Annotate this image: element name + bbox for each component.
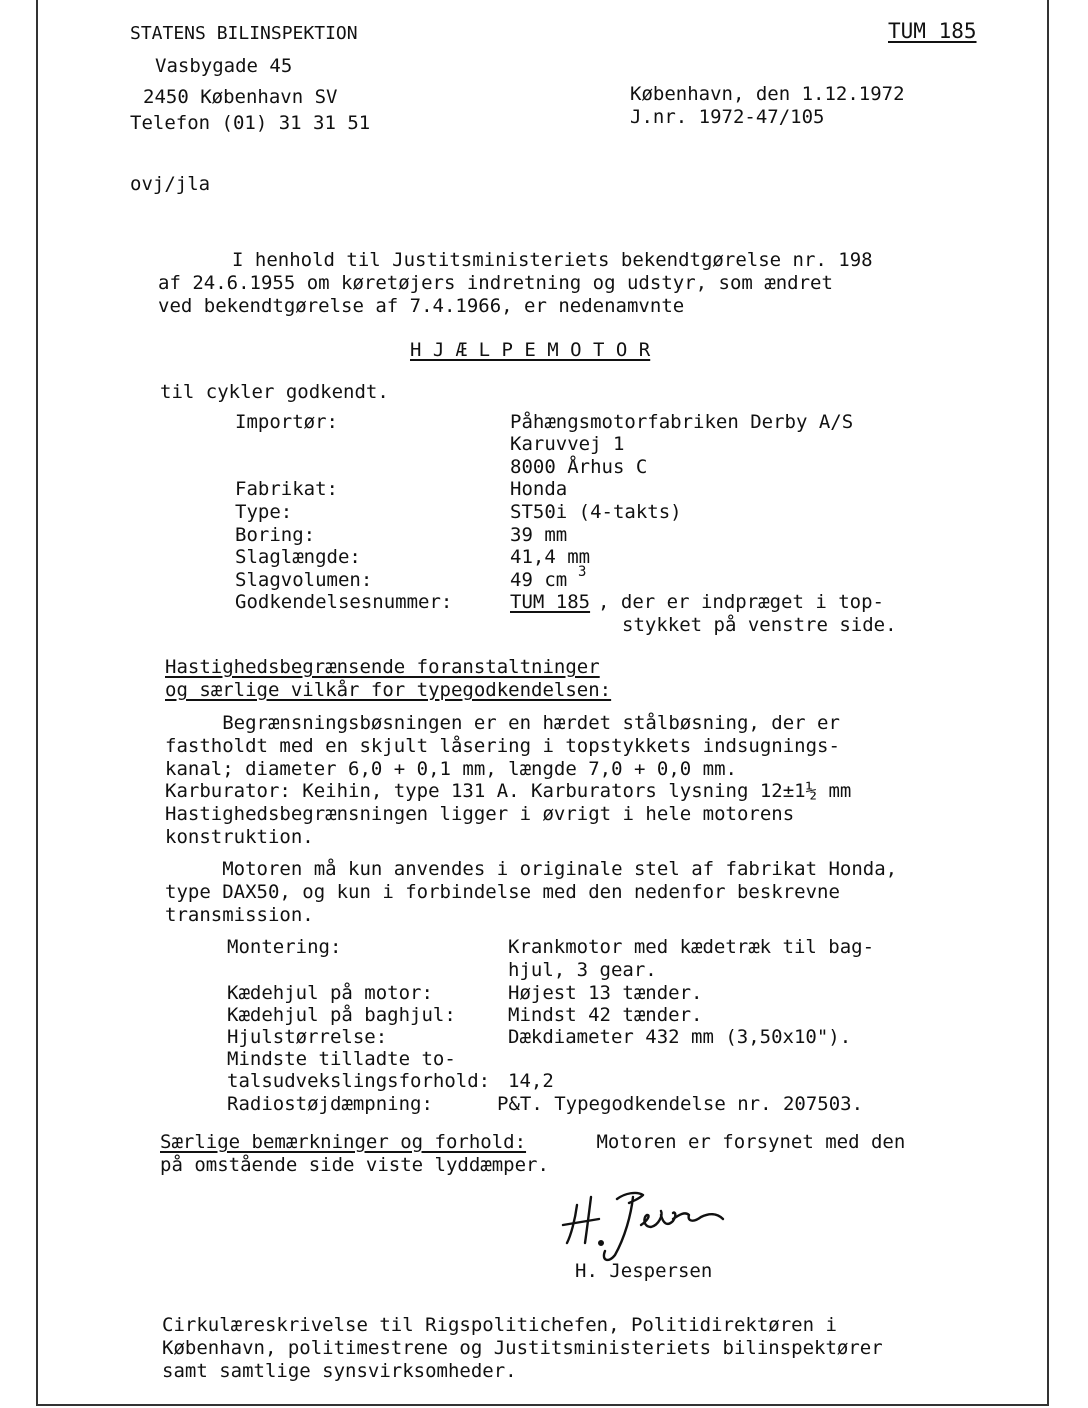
spec-value: 8000 Århus C bbox=[510, 456, 648, 478]
paragraph-line: Karburator: Keihin, type 131 A. Karburators lysning 12±1½ mm bbox=[165, 780, 852, 802]
footer-line: samt samtlige synsvirksomheder. bbox=[162, 1360, 517, 1382]
trans-value: 14,2 bbox=[508, 1070, 554, 1092]
paragraph-line: type DAX50, og kun i forbindelse med den nedenfor beskrevne bbox=[165, 881, 840, 903]
reference-code: TUM 185 bbox=[888, 19, 977, 43]
spec-value: 39 mm bbox=[510, 524, 568, 546]
spec-label: Boring: bbox=[235, 524, 316, 546]
address-city: 2450 København SV bbox=[143, 86, 338, 108]
trans-value: Dækdiameter 432 mm (3,50x10"). bbox=[508, 1026, 852, 1048]
section-heading-2: og særlige vilkår for typegodkendelsen: bbox=[165, 679, 612, 701]
spec-value: ST50i (4-takts) bbox=[510, 501, 682, 523]
trans-value: hjul, 3 gear. bbox=[508, 959, 657, 981]
intro-line-3: ved bekendtgørelse af 7.4.1966, er nedenamvnte bbox=[158, 295, 685, 317]
trans-label: talsudvekslingsforhold: bbox=[227, 1070, 491, 1092]
footer-line: København, politimestrene og Justitsministeriets bilinspektører bbox=[162, 1337, 883, 1359]
paragraph-line: Hastighedsbegrænsningen ligger i øvrigt i hele motorens bbox=[165, 803, 795, 825]
remarks-text-1: Motoren er forsynet med den bbox=[585, 1131, 906, 1153]
approval-number: TUM 185 bbox=[510, 591, 591, 613]
paragraph-line: fastholdt med en skjult låsering i topstykkets indsugnings- bbox=[165, 735, 840, 757]
remarks-heading: Særlige bemærkninger og forhold: bbox=[160, 1131, 527, 1153]
place-date: København, den 1.12.1972 bbox=[630, 83, 905, 105]
signer-name: H. Jespersen bbox=[575, 1260, 713, 1282]
paragraph-line: konstruktion. bbox=[165, 826, 314, 848]
trans-label: Montering: bbox=[227, 936, 342, 958]
spec-label: Type: bbox=[235, 501, 293, 523]
trans-label: Radiostøjdæmpning: bbox=[227, 1093, 433, 1115]
paragraph-line: Begrænsningsbøsningen er en hærdet stålbøsning, der er bbox=[165, 712, 840, 734]
trans-label: Kædehjul på baghjul: bbox=[227, 1004, 456, 1026]
trans-label: Mindste tilladte to- bbox=[227, 1048, 456, 1070]
spec-value: Karuvvej 1 bbox=[510, 433, 625, 455]
handwritten-signature bbox=[555, 1185, 745, 1267]
trans-value: Mindst 42 tænder. bbox=[508, 1004, 703, 1026]
initials: ovj/jla bbox=[130, 173, 211, 195]
spec-label: Importør: bbox=[235, 411, 338, 433]
spec-label: Fabrikat: bbox=[235, 478, 338, 500]
document-page bbox=[36, 0, 1049, 1406]
superscript-exponent: 3 bbox=[578, 564, 587, 580]
trans-label: Kædehjul på motor: bbox=[227, 982, 433, 1004]
address-street: Vasbygade 45 bbox=[155, 55, 293, 77]
intro-line-1: I henhold til Justitsministeriets bekendtgørelse nr. 198 bbox=[232, 249, 873, 271]
approval-note-2: stykket på venstre side. bbox=[622, 614, 897, 636]
spec-value: Honda bbox=[510, 478, 568, 500]
footer-line: Cirkulæreskrivelse til Rigspolitichefen, Politidirektøren i bbox=[162, 1314, 837, 1336]
trans-value: P&T. Typegodkendelse nr. 207503. bbox=[497, 1093, 864, 1115]
intro-line-2: af 24.6.1955 om køretøjers indretning og udstyr, som ændret bbox=[158, 272, 833, 294]
paragraph-line: transmission. bbox=[165, 904, 314, 926]
spec-label: Slaglængde: bbox=[235, 546, 361, 568]
remarks-text-2: på omstående side viste lyddæmper. bbox=[160, 1154, 549, 1176]
document-title: H J Æ L P E M O T O R bbox=[410, 339, 651, 361]
spec-value: 49 cm bbox=[510, 569, 568, 591]
paragraph-line: kanal; diameter 6,0 + 0,1 mm, længde 7,0 + 0,0 mm. bbox=[165, 758, 737, 780]
paragraph-line: Motoren må kun anvendes i originale stel af fabrikat Honda, bbox=[165, 858, 898, 880]
trans-label: Hjulstørrelse: bbox=[227, 1026, 388, 1048]
approved-statement: til cykler godkendt. bbox=[160, 381, 389, 403]
spec-value: Påhængsmotorfabriken Derby A/S bbox=[510, 411, 854, 433]
spec-label: Slagvolumen: bbox=[235, 569, 373, 591]
spec-label: Godkendelsesnummer: bbox=[235, 591, 453, 613]
journal-number: J.nr. 1972-47/105 bbox=[630, 106, 825, 128]
spec-value: 41,4 mm bbox=[510, 546, 591, 568]
phone-number: Telefon (01) 31 31 51 bbox=[130, 112, 371, 134]
approval-note-1: , der er indpræget i top- bbox=[598, 591, 884, 613]
section-heading-1: Hastighedsbegrænsende foranstaltninger bbox=[165, 656, 600, 678]
agency-name: STATENS BILINSPEKTION bbox=[130, 23, 358, 44]
trans-value: Krankmotor med kædetræk til bag- bbox=[508, 936, 875, 958]
trans-value: Højest 13 tænder. bbox=[508, 982, 703, 1004]
